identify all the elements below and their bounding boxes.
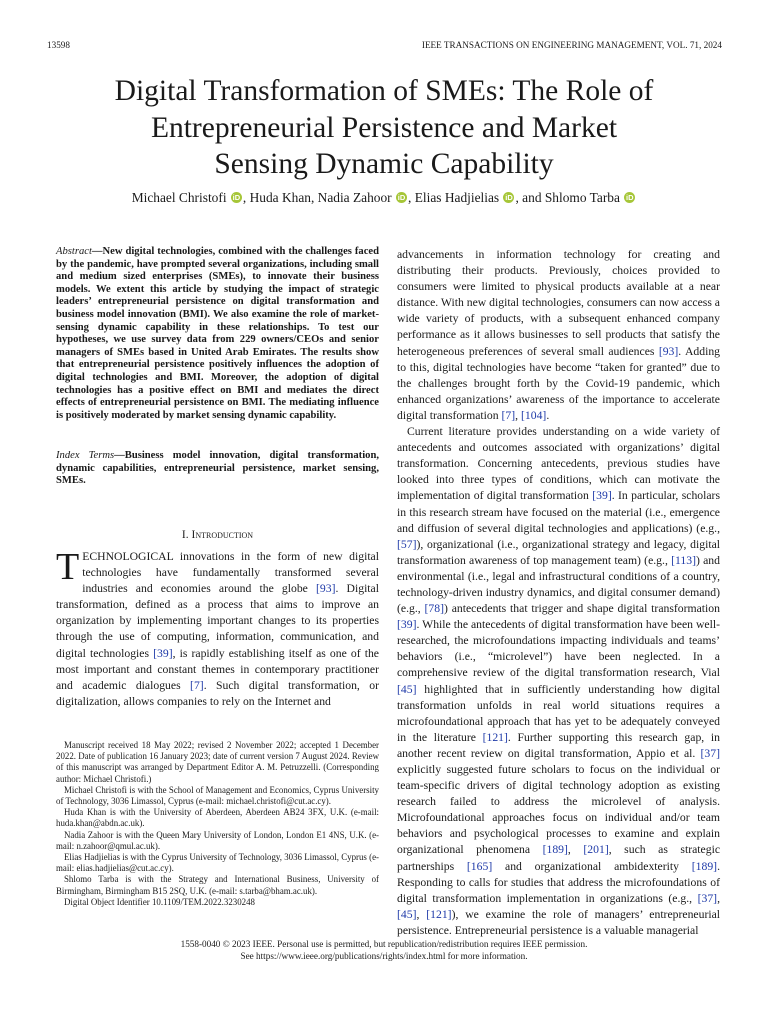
body-paragraph — [397, 424, 720, 939]
index-terms — [56, 450, 379, 488]
body-paragraph — [397, 247, 720, 424]
abstract-text: —New digital technologies, combined with the challenges faced by the pandemic, have prompted several organizations, including small and medium sized enterprises (SMEs), to innovate their business models. We extent this article by studying the impact of strategic leaders’ entrepreneurial persistence on digital transformation and business model innovation (BMI). We also examine the role of market-sensing dynamic capability in these relationships. To test our hypotheses, we use survey data from 229 owners/CEOs and senior managers of SMEs based in United Arab Emirates. The results show that entrepreneurial persistence positively influences the adoption of digital technologies and BMI. Moreover, the adoption of digital technologies has a positive effect on BMI and mediates the direct effects of entrepreneurial persistence on BMI. The mediating influence is positively moderated by market sensing dynamic capability. — [56, 246, 379, 421]
citation-link[interactable]: [78] — [424, 602, 444, 616]
body-text: ) and environmental (i.e., legal and infrastructural conditions of a country, technology-driven industry dynamics, and digital consumer demand) (e.g., — [397, 553, 720, 616]
copyright-footer — [40, 939, 728, 962]
orcid-icon[interactable]: iD — [397, 193, 406, 202]
title-line: Entrepreneurial Persistence and Market — [150, 111, 618, 144]
section-heading — [56, 529, 379, 541]
body-text: . — [546, 408, 550, 422]
intro-paragraph — [56, 546, 379, 710]
footnote: Michael Christofi is with the School of Management and Economics, Cyprus University of Technology, 3036 Limassol, Cyprus (e-mail: michael.christofi@cut.ac.cy). — [56, 784, 379, 807]
citation-link[interactable]: [37] — [700, 746, 720, 760]
doi-footnote: Digital Object Identifier 10.1109/TEM.2022.3230248 — [64, 896, 255, 907]
citation-link[interactable]: [39] — [153, 646, 173, 660]
body-text: ) antecedents that trigger and shape digital transformation — [444, 602, 720, 616]
citation-link[interactable]: [7] — [501, 408, 516, 422]
author-list — [40, 190, 728, 206]
body-text: . Further supporting this research gap, in another recent review on digital transformation, Appio et al. — [397, 730, 720, 760]
citation-link[interactable]: [104] — [521, 408, 547, 422]
author-name: , and Shlomo Tarba — [515, 190, 620, 205]
citation-link[interactable]: [39] — [592, 489, 612, 503]
citation-link[interactable]: [57] — [397, 537, 417, 551]
author-name: , Huda Khan, Nadia Zahoor — [242, 190, 392, 205]
intro-caps: ECHNOLOGICAL — [82, 550, 174, 563]
body-text: . Adding to this, digital technologies have become “taken for granted” due to the challenges brought forth by the Covid-19 pandemic, which enhanced organizations’ awareness of the importance to accelerate digital transformation — [397, 344, 721, 422]
body-text: , — [416, 907, 427, 921]
section-title: Introduction — [191, 529, 254, 541]
body-text: advancements in information technology for creating and distributing their products. Previously, choices provided to consumers were limited to physical products available at a near distance. With new digital technologies, consumers can now access a wide variety of products, with a subsequent enhanced company performance as it allows businesses to sell products that satisfy the heterogeneous preferences of several small audiences — [397, 248, 720, 358]
citation-link[interactable]: [7] — [190, 678, 204, 692]
footnote: Elias Hadjielias is with the Cyprus University of Technology, 3036 Limassol, Cyprus (e-mail: elias.hadjielias@cut.ac.cy). — [56, 852, 379, 874]
citation-link[interactable]: [189] — [691, 859, 718, 873]
paper-title — [60, 73, 708, 183]
title-line: Sensing Dynamic Capability — [214, 148, 554, 180]
rights-link[interactable]: See https://www.ieee.org/publications/rights/index.html for more information. — [240, 950, 528, 961]
body-text: , — [567, 843, 584, 857]
footnotes — [56, 740, 379, 908]
citation-link[interactable]: [45] — [397, 907, 417, 921]
citation-link[interactable]: [39] — [397, 618, 417, 632]
footnote: Shlomo Tarba is with the Strategy and International Business, University of Birmingham, Birmingham B15 2SQ, U.K. (e-mail: s.tarba@bham.ac.uk). — [56, 874, 379, 896]
body-text: explicitly suggested future scholars to focus on the individual or team-specific drivers of digital technology adoption as existing research failed to address the microlevel of analysis. Microfoundational approaches focus on individual and/or team behaviors and psychological processes to examine and explain organizational phenomena — [397, 763, 720, 857]
citation-link[interactable]: [201] — [583, 843, 609, 857]
body-text: ), we examine the role of managers’ entrepreneurial persistence. Entrepreneurial persistence is a valuable managerial — [397, 907, 721, 937]
journal-header: IEEE TRANSACTIONS ON ENGINEERING MANAGEMENT, VOL. 71, 2024 — [421, 40, 722, 50]
author-name: Michael Christofi — [131, 190, 227, 205]
body-text: , such as strategic partnerships — [397, 843, 721, 873]
abstract-label: Abstract — [56, 246, 92, 257]
body-text: . While the antecedents of digital transformation have been well-researched, the microfoundations impacting individuals and teams’ behaviors (i.e., “microlevel”) have been neglected. In a comprehensive review of the digital transformation research, Vial — [397, 618, 720, 680]
intro-text: . Digital transformation, defined as a process that aims to improve an organization by implementing important changes to its properties through the use of computing, information, communication, and digital technologies — [56, 582, 379, 660]
body-text: . Responding to calls for studies that address the microfoundations of digital transformation implementation in organizations (e.g., — [397, 859, 720, 905]
footnote: Huda Khan is with the University of Aberdeen, Aberdeen AB24 3FX, U.K. (e-mail: huda.khan@abdn.ac.uk). — [56, 807, 379, 829]
author-name: , Elias Hadjielias — [408, 190, 500, 205]
footnote: Manuscript received 18 May 2022; revised 2 November 2022; accepted 1 December 2022. Date of publication 16 January 2023; date of current version 7 August 2024. Review of this manuscript was arranged by Department Editor A. M. Petruzzelli. (Corresponding author: Michael Christofi.) — [56, 740, 379, 784]
right-column — [397, 247, 720, 939]
citation-link[interactable]: [93] — [658, 344, 679, 358]
orcid-icon[interactable]: iD — [626, 193, 634, 202]
page-number: 13598 — [47, 40, 70, 50]
drop-cap: T — [56, 546, 80, 588]
intro-text: , is rapidly establishing itself as one of the most important and constant themes in contemporary practitioner and academic dialogues — [56, 646, 379, 692]
citation-link[interactable]: [165] — [466, 859, 493, 873]
citation-link[interactable]: [121] — [482, 730, 508, 744]
citation-link[interactable]: [121] — [426, 907, 452, 921]
body-text: Current literature provides understanding on a wide variety of antecedents and outcomes associated with organizations’ digital transformation. Concerning antecedents, previous studies have looked into three types of conditions, which can motivate the implementation of digital transformation — [397, 425, 720, 503]
orcid-icon[interactable]: iD — [505, 193, 513, 202]
index-terms-label: Index Terms — [56, 450, 115, 461]
section-number: I. — [181, 529, 192, 541]
citation-link[interactable]: [93] — [316, 582, 336, 596]
intro-text: . Such digital transformation, or digitalization, allows companies to rely on the Internet and — [56, 678, 379, 708]
title-line: Digital Transformation of SMEs: The Role of — [114, 75, 654, 107]
citation-link[interactable]: [189] — [542, 843, 568, 857]
body-text: , — [717, 891, 720, 905]
body-text: ), organizational (i.e., organizational strategy and legacy, digital transformation awareness of top management team) (e.g., — [397, 537, 720, 567]
abstract — [56, 246, 379, 422]
body-text: . In particular, scholars in this research stream have focused on the material (i.e., emergence and diffusion of several digital technologies and applications) (e.g., — [397, 489, 721, 535]
body-text: and organizational ambidexterity — [492, 859, 692, 873]
citation-link[interactable]: [45] — [397, 682, 417, 696]
copyright-line: 1558-0040 © 2023 IEEE. Personal use is permitted, but republication/redistribution requires IEEE permission. — [180, 939, 588, 949]
footnote: Nadia Zahoor is with the Queen Mary University of London, London E1 4NS, U.K. (e-mail: n.zahoor@qmul.ac.uk). — [56, 829, 379, 851]
orcid-icon[interactable]: iD — [232, 193, 241, 202]
intro-text: innovations in the form of new digital technologies have fundamentally transformed several industries and economies around the globe — [82, 550, 379, 596]
body-text: , — [515, 408, 521, 422]
index-terms-text: —Business model innovation, digital transformation, dynamic capabilities, entrepreneurial persistence, market sensing, SMEs. — [56, 450, 379, 487]
citation-link[interactable]: [37] — [697, 891, 718, 905]
citation-link[interactable]: [113] — [671, 553, 696, 567]
body-text: highlighted that in sufficiently understanding how digital transformation unfolds in real world situations requires a microfoundational approach that has yet to be adequately conveyed in the literature — [397, 682, 720, 744]
